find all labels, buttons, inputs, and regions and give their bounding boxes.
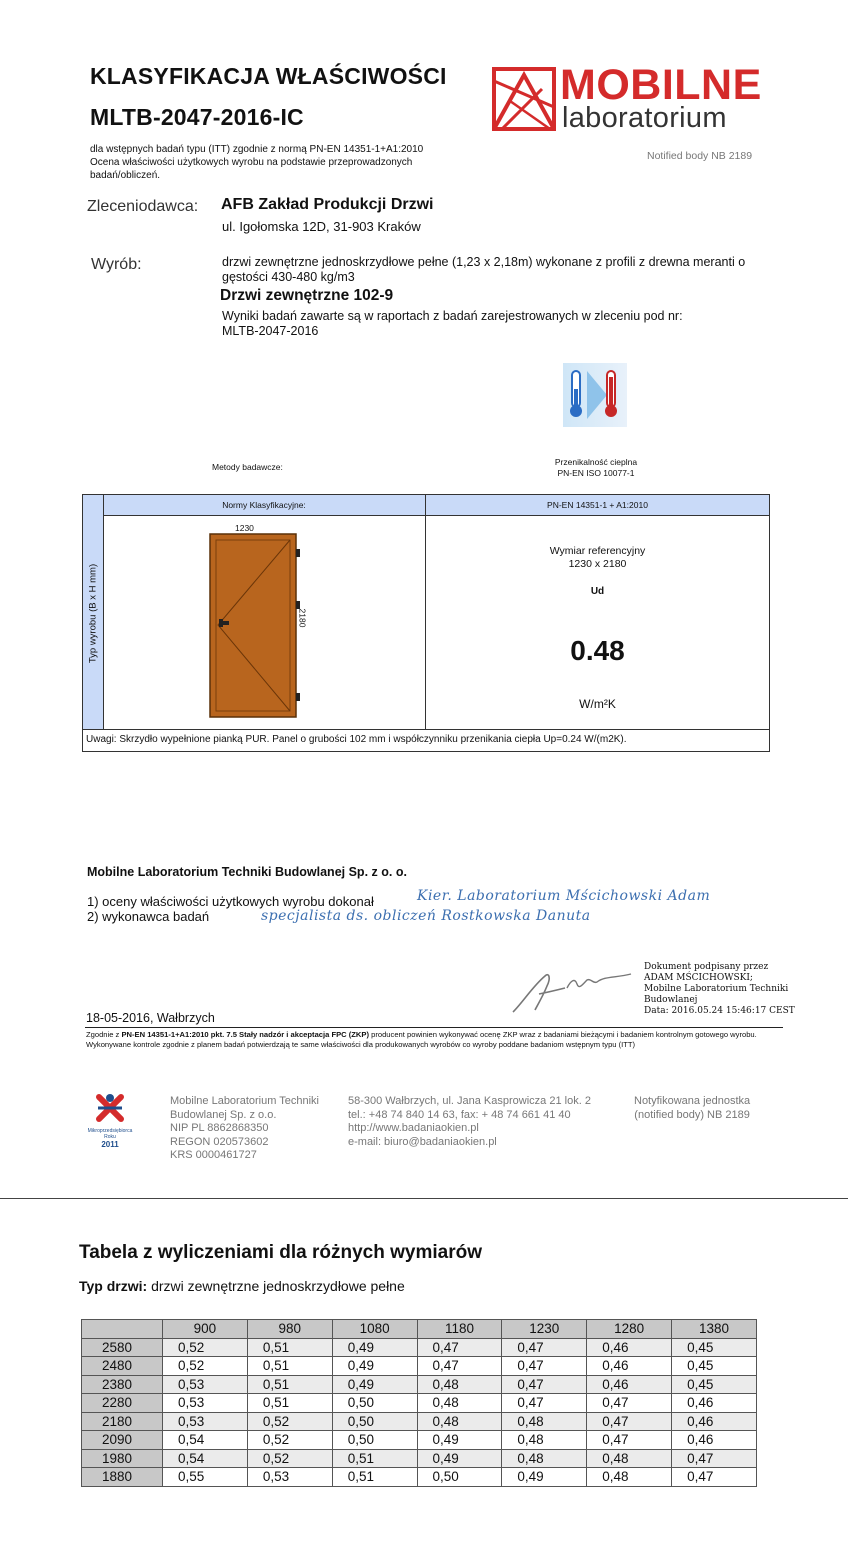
logo-mark-icon — [492, 67, 556, 131]
table-cell: 0,52 — [163, 1357, 248, 1376]
property-standard: PN-EN ISO 10077-1 — [557, 468, 635, 478]
table-row — [82, 1357, 757, 1376]
table-cell: 0,51 — [247, 1394, 332, 1413]
table-row — [82, 1449, 757, 1468]
signature-line: Budowlanej — [644, 995, 698, 1005]
intro-line: badań/obliczeń. — [90, 170, 161, 181]
product-label: Wyrób: — [91, 256, 142, 273]
door-drawing — [209, 533, 303, 719]
footer-line: NIP PL 8862868350 — [170, 1122, 269, 1134]
lab-company-name: Mobilne Laboratorium Techniki Budowlanej Sp. z o. o. — [87, 865, 407, 879]
company-logo — [492, 61, 762, 134]
door-height-label: 2180 — [297, 608, 308, 628]
footer-email-link[interactable]: e-mail: biuro@badaniaokien.pl — [348, 1135, 497, 1148]
table-row — [82, 1412, 757, 1431]
product-type-label: Typ wyrobu (B x H mm) — [87, 563, 99, 664]
property-name: Przenikalność cieplna — [554, 457, 638, 467]
column-header: 1180 — [417, 1320, 502, 1339]
award-badge — [86, 1093, 134, 1149]
description-line: gęstości 430-480 kg/m3 — [222, 270, 355, 284]
door-type — [79, 1278, 405, 1294]
table-cell: 0,49 — [332, 1375, 417, 1394]
column-header: 1380 — [672, 1320, 757, 1339]
description-line: drzwi zewnętrzne jednoskrzydłowe pełne (1,23 x 2,18m) wykonane z profili z drewna meranti o — [222, 255, 746, 269]
table-cell: 0,52 — [247, 1431, 332, 1450]
table-cell: 0,48 — [417, 1412, 502, 1431]
row-header: 2580 — [82, 1338, 163, 1357]
tester-name: specjalista ds. obliczeń Rostkowska Danuta — [261, 908, 591, 924]
table-cell: 0,48 — [587, 1449, 672, 1468]
signature-line: ADAM MŚCICHOWSKI; — [644, 973, 753, 983]
table-cell: 0,51 — [247, 1338, 332, 1357]
table-cell: 0,48 — [502, 1449, 587, 1468]
u-value-table — [81, 1319, 757, 1487]
table-cell: 0,53 — [247, 1468, 332, 1487]
footer-line: Budowlanej Sp. z o.o. — [170, 1108, 277, 1121]
table-cell: 0,51 — [247, 1375, 332, 1394]
footer-contact-info — [348, 1095, 591, 1149]
table-cell: 0,47 — [587, 1431, 672, 1450]
signature-line: Dokument podpisany przez — [644, 962, 769, 972]
award-subtitle: Roku — [104, 1134, 116, 1140]
remarks-divider — [83, 729, 769, 730]
signature-line: Data: 2016.05.24 15:46:17 CEST — [644, 1006, 795, 1016]
table-cell: 0,46 — [672, 1394, 757, 1413]
column-header: 1280 — [587, 1320, 672, 1339]
footer-line: (notified body) NB 2189 — [634, 1108, 750, 1121]
assessor-role: 1) oceny właściwości użytkowych wyrobu dokonał — [87, 894, 374, 909]
row-header: 2480 — [82, 1357, 163, 1376]
intro-line: Ocena właściwości użytkowych wyrobu na podstawie przeprowadzonych — [90, 157, 413, 168]
column-header: 980 — [247, 1320, 332, 1339]
signature-line: Mobilne Laboratorium Techniki — [644, 984, 789, 994]
document-title: KLASYFIKACJA WŁAŚCIWOŚCI — [90, 63, 447, 89]
table-cell: 0,53 — [163, 1394, 248, 1413]
table-cell: 0,48 — [587, 1468, 672, 1487]
table-cell: 0,45 — [672, 1357, 757, 1376]
remarks: Uwagi: Skrzydło wypełnione pianką PUR. Panel o grubości 102 mm i współczynniku przenikania ciepła Up=0.24 W/(m2K). — [86, 734, 627, 745]
table-cell: 0,48 — [417, 1394, 502, 1413]
table-cell: 0,49 — [502, 1468, 587, 1487]
table-row — [82, 1468, 757, 1487]
client-name: AFB Zakład Produkcji Drzwi — [221, 196, 434, 213]
table-cell: 0,49 — [417, 1449, 502, 1468]
table-cell: 0,47 — [587, 1394, 672, 1413]
table-section-title: Tabela z wyliczeniami dla różnych wymiarów — [79, 1242, 482, 1263]
handwritten-signature — [505, 966, 643, 1018]
award-year: 2011 — [101, 1140, 119, 1149]
door-width-label: 1230 — [235, 523, 254, 533]
ud-value: 0.48 — [570, 635, 625, 666]
table-cell: 0,47 — [417, 1357, 502, 1376]
page-separator — [0, 1198, 848, 1199]
fpc-note-text: producent powinien wykonywać ocenę ZKP wraz z badaniami bieżącymi i badaniem kontrolnym gotowego wyrobu. Wykonywane kontrole zgodnie z planem badań potwierdzają te same właściwości dla produkowanych wyrobów co wyroby poddane badaniom wstępnym typu (ITT) — [86, 1030, 757, 1050]
logo-word-laboratorium: laboratorium — [562, 102, 727, 134]
table-cell: 0,46 — [672, 1412, 757, 1431]
tester-role: 2) wykonawca badań — [87, 909, 210, 924]
table-cell: 0,48 — [502, 1412, 587, 1431]
assessor-name: Kier. Laboratorium Mścichowski Adam — [417, 888, 711, 904]
notified-body: Notified body NB 2189 — [647, 150, 753, 162]
table-cell: 0,48 — [417, 1375, 502, 1394]
table-cell: 0,53 — [163, 1375, 248, 1394]
ud-unit: W/m²K — [579, 697, 616, 711]
table-cell: 0,52 — [247, 1449, 332, 1468]
footer-phone: tel.: +48 74 840 14 63, fax: + 48 74 661 41 40 — [348, 1108, 571, 1121]
row-header: 2380 — [82, 1375, 163, 1394]
fpc-note-standard: PN-EN 14351-1+A1:2010 pkt. 7.5 Stały nadzór i akceptacja FPC (ZKP) — [121, 1030, 369, 1039]
row-header: 1980 — [82, 1449, 163, 1468]
digital-signature-info — [644, 962, 795, 1017]
footer-line: REGON 020573602 — [170, 1135, 269, 1148]
column-header: 900 — [163, 1320, 248, 1339]
date-place: 18-05-2016, Wałbrzych — [86, 1011, 215, 1025]
footer-website-link[interactable]: http://www.badaniaokien.pl — [348, 1122, 479, 1134]
fpc-note-prefix: Zgodnie z — [86, 1030, 122, 1039]
reference-dimension-value: 1230 x 2180 — [568, 558, 627, 570]
award-title: Mikroprzedsiębiorca — [87, 1128, 133, 1134]
table-cell: 0,51 — [247, 1357, 332, 1376]
intro-line: dla wstępnych badań typu (ITT) zgodnie z normą PN-EN 14351-1+A1:2010 — [90, 144, 424, 155]
table-cell: 0,47 — [502, 1375, 587, 1394]
client-label: Zleceniodawca: — [87, 198, 199, 215]
table-body — [82, 1338, 757, 1486]
table-cell: 0,49 — [332, 1357, 417, 1376]
row-header: 2180 — [82, 1412, 163, 1431]
table-cell: 0,47 — [502, 1357, 587, 1376]
footer-line: Mobilne Laboratorium Techniki — [170, 1095, 319, 1107]
norms-label: Normy Klasyfikacyjne: — [222, 500, 306, 510]
table-cell: 0,47 — [502, 1394, 587, 1413]
row-header: 2280 — [82, 1394, 163, 1413]
table-cell: 0,46 — [672, 1431, 757, 1450]
table-cell: 0,53 — [163, 1412, 248, 1431]
logo-word-mobilne: MOBILNE — [560, 61, 762, 109]
classification-table — [82, 494, 770, 752]
reference-line: MLTB-2047-2016 — [222, 324, 319, 338]
table-cell: 0,51 — [332, 1449, 417, 1468]
table-cell: 0,45 — [672, 1338, 757, 1357]
footer-line: KRS 0000461727 — [170, 1149, 257, 1161]
client-address: ul. Igołomska 12D, 31-903 Kraków — [222, 219, 421, 234]
tested-property — [550, 457, 642, 479]
table-cell: 0,50 — [332, 1394, 417, 1413]
table-cell: 0,48 — [502, 1431, 587, 1450]
table-cell: 0,52 — [163, 1338, 248, 1357]
footer-line: Notyfikowana jednostka — [634, 1095, 751, 1107]
reference-line: Wyniki badań zawarte są w raportach z badań zarejestrowanych w zleceniu pod nr: — [222, 309, 683, 323]
table-cell: 0,46 — [587, 1375, 672, 1394]
table-cell: 0,50 — [417, 1468, 502, 1487]
table-header-row — [82, 1320, 757, 1339]
product-name: Drzwi zewnętrzne 102-9 — [220, 287, 394, 304]
ud-label: Ud — [590, 586, 605, 597]
column-divider — [425, 495, 426, 729]
table-cell: 0,47 — [502, 1338, 587, 1357]
footer-notified-body — [634, 1095, 750, 1122]
door-type-value: drzwi zewnętrzne jednoskrzydłowe pełne — [147, 1278, 405, 1294]
corner-cell — [82, 1320, 163, 1339]
footer-company-info — [170, 1095, 319, 1163]
table-cell: 0,50 — [332, 1431, 417, 1450]
table-cell: 0,47 — [417, 1338, 502, 1357]
product-description — [222, 255, 745, 285]
norm-value: PN-EN 14351-1 + A1:2010 — [547, 500, 648, 510]
table-cell: 0,46 — [587, 1357, 672, 1376]
table-cell: 0,52 — [247, 1412, 332, 1431]
table-row — [82, 1431, 757, 1450]
table-row — [82, 1375, 757, 1394]
reference-dimension-label: Wymiar referencyjny — [549, 545, 646, 557]
fpc-note — [86, 1030, 761, 1050]
footer-address: 58-300 Wałbrzych, ul. Jana Kasprowicza 21 lok. 2 — [348, 1095, 591, 1107]
table-row — [82, 1338, 757, 1357]
table-cell: 0,46 — [587, 1338, 672, 1357]
column-header: 1230 — [502, 1320, 587, 1339]
report-reference — [222, 309, 683, 339]
table-cell: 0,45 — [672, 1375, 757, 1394]
door-type-label: Typ drzwi: — [79, 1278, 148, 1294]
table-cell: 0,50 — [332, 1412, 417, 1431]
thermal-transmittance-icon — [563, 363, 627, 427]
table-cell: 0,51 — [332, 1468, 417, 1487]
divider-line — [85, 1027, 783, 1028]
column-header: 1080 — [332, 1320, 417, 1339]
table-cell: 0,49 — [332, 1338, 417, 1357]
table-cell: 0,54 — [163, 1431, 248, 1450]
table-cell: 0,47 — [672, 1449, 757, 1468]
reference-dimension — [426, 545, 769, 571]
table-cell: 0,47 — [672, 1468, 757, 1487]
intro-text — [90, 143, 423, 182]
row-header: 1880 — [82, 1468, 163, 1487]
table-cell: 0,47 — [587, 1412, 672, 1431]
table-cell: 0,49 — [417, 1431, 502, 1450]
table-cell: 0,54 — [163, 1449, 248, 1468]
table-row — [82, 1394, 757, 1413]
table-cell: 0,55 — [163, 1468, 248, 1487]
row-header: 2090 — [82, 1431, 163, 1450]
document-number: MLTB-2047-2016-IC — [90, 104, 304, 130]
methods-label: Metody badawcze: — [212, 462, 283, 472]
award-icon — [93, 1093, 127, 1123]
